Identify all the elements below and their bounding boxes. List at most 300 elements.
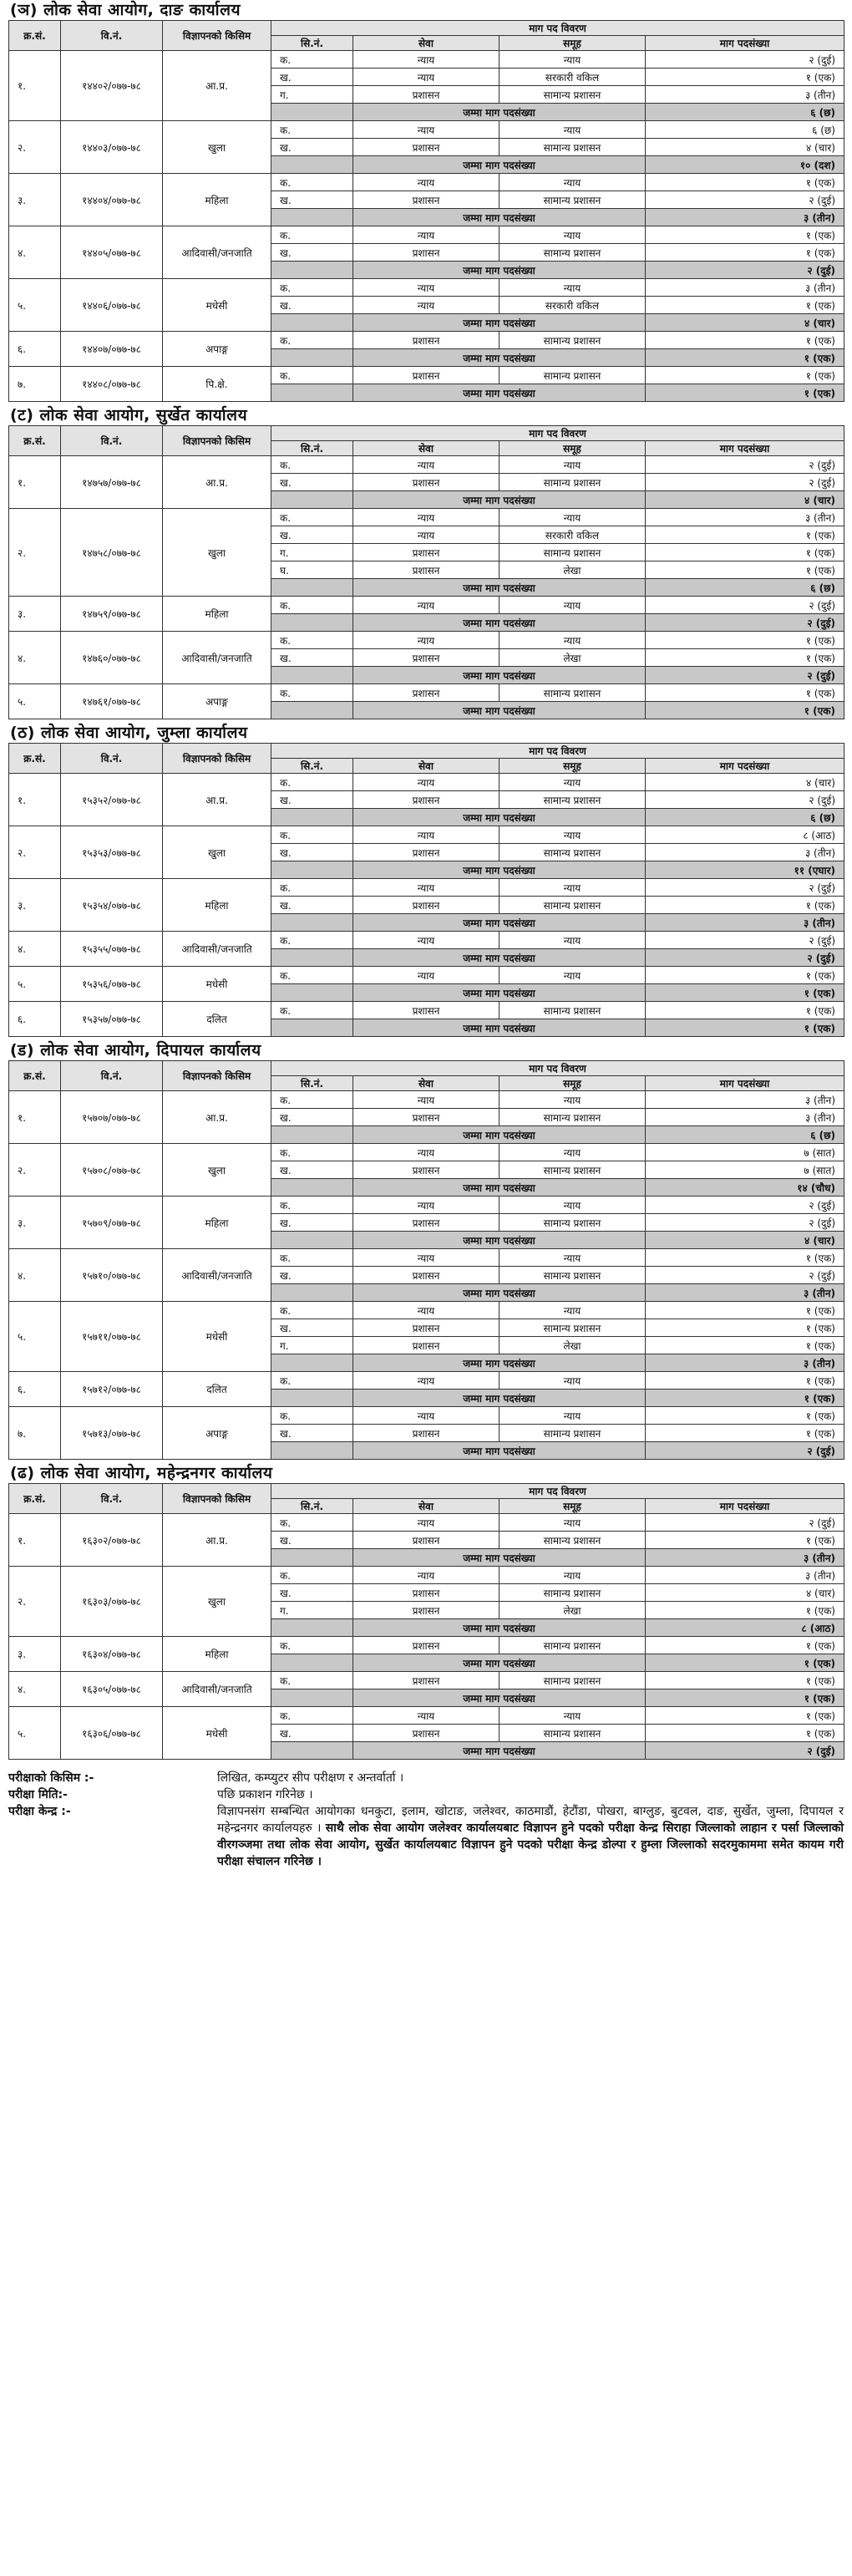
advertisement-number: १४७५९/०७७-७८ bbox=[61, 597, 163, 632]
advertisement-type: आदिवासी/जनजाति bbox=[163, 226, 271, 279]
item-count: ४ (चार) bbox=[646, 774, 844, 791]
item-serial: क. bbox=[271, 632, 353, 649]
header-group: समूह bbox=[500, 36, 646, 51]
item-service: न्याय bbox=[353, 456, 500, 474]
row-serial-number: ५. bbox=[9, 1707, 61, 1760]
item-group: सरकारी वकिल bbox=[500, 297, 646, 314]
item-serial: क. bbox=[271, 1707, 353, 1725]
item-serial: क. bbox=[271, 367, 353, 384]
total-blank bbox=[271, 1689, 353, 1707]
row-serial-number: २. bbox=[9, 1144, 61, 1197]
total-value: ६ (छ) bbox=[646, 809, 844, 826]
total-value: ३ (तीन) bbox=[646, 914, 844, 932]
header-row bbox=[9, 426, 844, 441]
item-service: प्रशासन bbox=[353, 474, 500, 491]
exam-center-value bbox=[217, 1803, 844, 1870]
item-count: २ (दुई) bbox=[646, 791, 844, 809]
item-group: न्याय bbox=[500, 1091, 646, 1109]
row-serial-number: १. bbox=[9, 51, 61, 121]
table-row bbox=[9, 1144, 844, 1161]
item-count: १ (एक) bbox=[646, 649, 844, 667]
total-label: जम्मा माग पदसंख्या bbox=[353, 156, 646, 174]
item-count: १ (एक) bbox=[646, 544, 844, 561]
item-group: सामान्य प्रशासन bbox=[500, 1161, 646, 1179]
section-title: (ड) लोक सेवा आयोग, दिपायल कार्यालय bbox=[10, 1041, 261, 1059]
item-group: सामान्य प्रशासन bbox=[500, 1725, 646, 1742]
item-serial: क. bbox=[271, 684, 353, 702]
item-service: प्रशासन bbox=[353, 1425, 500, 1442]
item-group: सामान्य प्रशासन bbox=[500, 1584, 646, 1602]
item-count: १ (एक) bbox=[646, 1725, 844, 1742]
advertisement-type: खुला bbox=[163, 1567, 271, 1637]
item-service: प्रशासन bbox=[353, 1214, 500, 1232]
item-count: २ (दुई) bbox=[646, 1214, 844, 1232]
item-serial: ख. bbox=[271, 897, 353, 914]
item-serial: क. bbox=[271, 1637, 353, 1654]
row-serial-number: ३. bbox=[9, 879, 61, 932]
total-blank bbox=[271, 809, 353, 826]
row-serial-number: १. bbox=[9, 1514, 61, 1567]
section-title: (ठ) लोक सेवा आयोग, जुम्ला कार्यालय bbox=[10, 724, 248, 742]
table-row bbox=[9, 1372, 844, 1390]
vacancy-table bbox=[8, 1483, 844, 1760]
total-blank bbox=[271, 1390, 353, 1407]
item-count: १ (एक) bbox=[646, 226, 844, 244]
table-row bbox=[9, 456, 844, 474]
item-service: प्रशासन bbox=[353, 1637, 500, 1654]
item-count: १ (एक) bbox=[646, 174, 844, 191]
header-adv-type: विज्ञापनको किसिम bbox=[163, 744, 271, 774]
item-group: सामान्य प्रशासन bbox=[500, 1109, 646, 1126]
advertisement-type: महिला bbox=[163, 1197, 271, 1249]
header-count: माग पदसंख्या bbox=[646, 759, 844, 774]
advertisement-number: १५३५६/०७७-७८ bbox=[61, 967, 163, 1002]
total-value: १० (दश) bbox=[646, 156, 844, 174]
total-label: जम्मा माग पदसंख्या bbox=[353, 1689, 646, 1707]
total-value: २ (दुई) bbox=[646, 949, 844, 967]
exam-info-footer bbox=[8, 1770, 844, 1870]
total-blank bbox=[271, 1619, 353, 1637]
item-count: २ (दुई) bbox=[646, 456, 844, 474]
item-service: न्याय bbox=[353, 1302, 500, 1319]
header-group: समूह bbox=[500, 759, 646, 774]
header-count: माग पदसंख्या bbox=[646, 441, 844, 456]
item-count: १ (एक) bbox=[646, 1302, 844, 1319]
row-serial-number: १. bbox=[9, 456, 61, 509]
total-value: १ (एक) bbox=[646, 1390, 844, 1407]
advertisement-type: आ.प्र. bbox=[163, 1091, 271, 1144]
header-service: सेवा bbox=[353, 441, 500, 456]
item-group: न्याय bbox=[500, 632, 646, 649]
advertisement-type: आदिवासी/जनजाति bbox=[163, 1249, 271, 1302]
exam-date-row bbox=[8, 1786, 844, 1803]
advertisement-type: अपाङ्ग bbox=[163, 1407, 271, 1460]
item-count: १ (एक) bbox=[646, 1249, 844, 1267]
total-label: जम्मा माग पदसंख्या bbox=[353, 104, 646, 121]
row-serial-number: ७. bbox=[9, 367, 61, 402]
total-label: जम्मा माग पदसंख्या bbox=[353, 949, 646, 967]
advertisement-type: दलित bbox=[163, 1002, 271, 1037]
total-blank bbox=[271, 1284, 353, 1302]
item-service: प्रशासन bbox=[353, 791, 500, 809]
item-group: न्याय bbox=[500, 932, 646, 949]
item-group: सामान्य प्रशासन bbox=[500, 1214, 646, 1232]
item-group: न्याय bbox=[500, 51, 646, 69]
total-value: २ (दुई) bbox=[646, 1442, 844, 1460]
item-service: न्याय bbox=[353, 932, 500, 949]
total-blank bbox=[271, 349, 353, 367]
total-blank bbox=[271, 1126, 353, 1144]
advertisement-number: १५७०७/०७७-७८ bbox=[61, 1091, 163, 1144]
item-group: सामान्य प्रशासन bbox=[500, 1637, 646, 1654]
item-group: न्याय bbox=[500, 456, 646, 474]
header-row bbox=[9, 1484, 844, 1499]
total-value: ६ (छ) bbox=[646, 1126, 844, 1144]
item-service: प्रशासन bbox=[353, 1267, 500, 1284]
item-group: सरकारी वकिल bbox=[500, 69, 646, 86]
header-adv-type: विज्ञापनको किसिम bbox=[163, 1484, 271, 1514]
header-group: समूह bbox=[500, 1076, 646, 1091]
item-service: न्याय bbox=[353, 226, 500, 244]
item-service: प्रशासन bbox=[353, 1337, 500, 1354]
total-label: जम्मा माग पदसंख्या bbox=[353, 384, 646, 402]
header-sub-sn: सि.नं. bbox=[271, 1076, 353, 1091]
item-count: १ (एक) bbox=[646, 684, 844, 702]
exam-date-value: पछि प्रकाशन गरिनेछ । bbox=[217, 1788, 313, 1801]
item-serial: ख. bbox=[271, 139, 353, 156]
item-service: प्रशासन bbox=[353, 1319, 500, 1337]
item-serial: क. bbox=[271, 456, 353, 474]
item-count: २ (दुई) bbox=[646, 1267, 844, 1284]
header-adv-no: वि.नं. bbox=[61, 21, 163, 51]
item-service: प्रशासन bbox=[353, 544, 500, 561]
item-count: ७ (सात) bbox=[646, 1144, 844, 1161]
total-value: ३ (तीन) bbox=[646, 1354, 844, 1372]
item-service: न्याय bbox=[353, 1091, 500, 1109]
total-label: जम्मा माग पदसंख्या bbox=[353, 984, 646, 1002]
item-group: सामान्य प्रशासन bbox=[500, 474, 646, 491]
item-count: १ (एक) bbox=[646, 244, 844, 262]
table-row bbox=[9, 367, 844, 384]
row-serial-number: ६. bbox=[9, 1002, 61, 1037]
item-group: सामान्य प्रशासन bbox=[500, 684, 646, 702]
table-row bbox=[9, 51, 844, 69]
advertisement-type: आदिवासी/जनजाति bbox=[163, 632, 271, 684]
item-serial: ग. bbox=[271, 86, 353, 104]
item-serial: ख. bbox=[271, 1725, 353, 1742]
item-serial: ख. bbox=[271, 844, 353, 861]
total-label: जम्मा माग पदसंख्या bbox=[353, 914, 646, 932]
item-count: १ (एक) bbox=[646, 897, 844, 914]
item-service: प्रशासन bbox=[353, 684, 500, 702]
advertisement-number: १४४०६/०७७-७८ bbox=[61, 279, 163, 332]
header-group: समूह bbox=[500, 441, 646, 456]
header-sn: क्र.सं. bbox=[9, 744, 61, 774]
row-serial-number: ७. bbox=[9, 1407, 61, 1460]
item-count: ३ (तीन) bbox=[646, 1109, 844, 1126]
item-count: ४ (चार) bbox=[646, 139, 844, 156]
total-blank bbox=[271, 579, 353, 597]
item-serial: घ. bbox=[271, 561, 353, 579]
row-serial-number: २. bbox=[9, 1567, 61, 1637]
item-serial: ख. bbox=[271, 297, 353, 314]
advertisement-type: खुला bbox=[163, 121, 271, 174]
advertisement-number: १४४०३/०७७-७८ bbox=[61, 121, 163, 174]
item-service: प्रशासन bbox=[353, 1002, 500, 1019]
item-group: न्याय bbox=[500, 1407, 646, 1425]
table-row bbox=[9, 1567, 844, 1584]
header-service: सेवा bbox=[353, 1499, 500, 1514]
advertisement-number: १६३०३/०७७-७८ bbox=[61, 1567, 163, 1637]
item-serial: ख. bbox=[271, 791, 353, 809]
item-serial: क. bbox=[271, 967, 353, 984]
row-serial-number: ४. bbox=[9, 1672, 61, 1707]
row-serial-number: ५. bbox=[9, 967, 61, 1002]
advertisement-type: खुला bbox=[163, 509, 271, 597]
row-serial-number: ४. bbox=[9, 632, 61, 684]
header-count: माग पदसंख्या bbox=[646, 1076, 844, 1091]
row-serial-number: ६. bbox=[9, 1372, 61, 1407]
advertisement-type: पि.क्षे. bbox=[163, 367, 271, 402]
item-count: १ (एक) bbox=[646, 1319, 844, 1337]
item-service: न्याय bbox=[353, 1707, 500, 1725]
total-label: जम्मा माग पदसंख्या bbox=[353, 1549, 646, 1567]
advertisement-type: अपाङ्ग bbox=[163, 684, 271, 719]
total-label: जम्मा माग पदसंख्या bbox=[353, 1390, 646, 1407]
header-detail: माग पद विवरण bbox=[271, 426, 844, 441]
item-serial: क. bbox=[271, 1567, 353, 1584]
advertisement-number: १५७१०/०७७-७८ bbox=[61, 1249, 163, 1302]
table-row bbox=[9, 1637, 844, 1654]
header-count: माग पदसंख्या bbox=[646, 36, 844, 51]
exam-date-label: परीक्षा मिति:- bbox=[8, 1788, 68, 1801]
row-serial-number: ४. bbox=[9, 932, 61, 967]
advertisement-type: खुला bbox=[163, 826, 271, 879]
advertisement-type: दलित bbox=[163, 1372, 271, 1407]
item-count: ३ (तीन) bbox=[646, 1567, 844, 1584]
advertisement-number: १४४०५/०७७-७८ bbox=[61, 226, 163, 279]
item-serial: ग. bbox=[271, 1337, 353, 1354]
total-blank bbox=[271, 702, 353, 719]
table-row bbox=[9, 632, 844, 649]
header-sn: क्र.सं. bbox=[9, 1484, 61, 1514]
item-count: ३ (तीन) bbox=[646, 86, 844, 104]
advertisement-number: १४४०४/०७७-७८ bbox=[61, 174, 163, 226]
item-service: प्रशासन bbox=[353, 897, 500, 914]
item-serial: क. bbox=[271, 879, 353, 897]
item-serial: ख. bbox=[271, 1425, 353, 1442]
section-title: (ञ) लोक सेवा आयोग, दाङ कार्यालय bbox=[10, 1, 241, 19]
vacancy-table bbox=[8, 743, 844, 1037]
total-label: जम्मा माग पदसंख्या bbox=[353, 349, 646, 367]
item-serial: ख. bbox=[271, 244, 353, 262]
item-service: न्याय bbox=[353, 967, 500, 984]
table-row bbox=[9, 1197, 844, 1214]
row-serial-number: ४. bbox=[9, 1249, 61, 1302]
document-page bbox=[8, 0, 844, 1870]
item-service: न्याय bbox=[353, 297, 500, 314]
item-service: प्रशासन bbox=[353, 86, 500, 104]
item-service: प्रशासन bbox=[353, 1532, 500, 1549]
item-count: २ (दुई) bbox=[646, 879, 844, 897]
item-serial: क. bbox=[271, 121, 353, 139]
header-sn: क्र.सं. bbox=[9, 426, 61, 456]
item-group: लेखा bbox=[500, 561, 646, 579]
item-group: सामान्य प्रशासन bbox=[500, 139, 646, 156]
item-group: न्याय bbox=[500, 1144, 646, 1161]
item-group: न्याय bbox=[500, 597, 646, 614]
advertisement-number: १६३०५/०७७-७८ bbox=[61, 1672, 163, 1707]
item-group: सामान्य प्रशासन bbox=[500, 1425, 646, 1442]
item-service: न्याय bbox=[353, 1567, 500, 1584]
header-row bbox=[9, 1061, 844, 1076]
item-group: न्याय bbox=[500, 121, 646, 139]
total-value: २ (दुई) bbox=[646, 667, 844, 684]
table-row bbox=[9, 121, 844, 139]
header-detail: माग पद विवरण bbox=[271, 1061, 844, 1076]
total-blank bbox=[271, 1019, 353, 1037]
row-serial-number: ४. bbox=[9, 226, 61, 279]
item-count: ६ (छ) bbox=[646, 121, 844, 139]
table-row bbox=[9, 332, 844, 349]
advertisement-type: आ.प्र. bbox=[163, 51, 271, 121]
table-row bbox=[9, 597, 844, 614]
advertisement-number: १५७०९/०७७-७८ bbox=[61, 1197, 163, 1249]
item-service: न्याय bbox=[353, 879, 500, 897]
table-row bbox=[9, 1249, 844, 1267]
item-service: प्रशासन bbox=[353, 1602, 500, 1619]
item-serial: ख. bbox=[271, 69, 353, 86]
header-sub-sn: सि.नं. bbox=[271, 1499, 353, 1514]
item-service: न्याय bbox=[353, 1407, 500, 1425]
item-group: लेखा bbox=[500, 649, 646, 667]
item-count: १ (एक) bbox=[646, 526, 844, 544]
exam-type-value: लिखित, कम्प्युटर सीप परीक्षण र अन्तर्वार्ता । bbox=[217, 1771, 404, 1785]
item-count: २ (दुई) bbox=[646, 1514, 844, 1532]
header-group: समूह bbox=[500, 1499, 646, 1514]
exam-type-row bbox=[8, 1770, 844, 1786]
advertisement-number: १४७६१/०७७-७८ bbox=[61, 684, 163, 719]
row-serial-number: १. bbox=[9, 1091, 61, 1144]
advertisement-number: १६३०४/०७७-७८ bbox=[61, 1637, 163, 1672]
item-count: १ (एक) bbox=[646, 1372, 844, 1390]
item-group: न्याय bbox=[500, 509, 646, 526]
item-serial: क. bbox=[271, 1372, 353, 1390]
section-title: (ट) लोक सेवा आयोग, सुर्खेत कार्यालय bbox=[10, 406, 248, 424]
total-value: ८ (आठ) bbox=[646, 1619, 844, 1637]
total-value: २ (दुई) bbox=[646, 614, 844, 632]
table-row bbox=[9, 226, 844, 244]
item-count: ३ (तीन) bbox=[646, 1091, 844, 1109]
item-serial: क. bbox=[271, 332, 353, 349]
vacancy-table bbox=[8, 425, 844, 719]
vacancy-table bbox=[8, 1060, 844, 1460]
total-label: जम्मा माग पदसंख्या bbox=[353, 262, 646, 279]
total-blank bbox=[271, 314, 353, 332]
total-blank bbox=[271, 1654, 353, 1672]
item-serial: क. bbox=[271, 174, 353, 191]
item-count: ८ (आठ) bbox=[646, 826, 844, 844]
total-label: जम्मा माग पदसंख्या bbox=[353, 1126, 646, 1144]
item-service: प्रशासन bbox=[353, 332, 500, 349]
total-value: २ (दुई) bbox=[646, 262, 844, 279]
table-row bbox=[9, 279, 844, 297]
item-count: १ (एक) bbox=[646, 1637, 844, 1654]
item-group: सामान्य प्रशासन bbox=[500, 791, 646, 809]
total-blank bbox=[271, 262, 353, 279]
item-service: न्याय bbox=[353, 826, 500, 844]
row-serial-number: ३. bbox=[9, 597, 61, 632]
header-adv-no: वि.नं. bbox=[61, 426, 163, 456]
total-label: जम्मा माग पदसंख्या bbox=[353, 1442, 646, 1460]
advertisement-type: मधेसी bbox=[163, 967, 271, 1002]
header-count: माग पदसंख्या bbox=[646, 1499, 844, 1514]
advertisement-type: महिला bbox=[163, 174, 271, 226]
row-serial-number: २. bbox=[9, 121, 61, 174]
total-blank bbox=[271, 1232, 353, 1249]
table-row bbox=[9, 1091, 844, 1109]
total-value: १ (एक) bbox=[646, 384, 844, 402]
item-group: सामान्य प्रशासन bbox=[500, 332, 646, 349]
item-count: २ (दुई) bbox=[646, 191, 844, 209]
advertisement-number: १५३५५/०७७-७८ bbox=[61, 932, 163, 967]
advertisement-number: १५३५२/०७७-७८ bbox=[61, 774, 163, 826]
advertisement-type: आ.प्र. bbox=[163, 774, 271, 826]
exam-center-note: साथै लोक सेवा आयोग जलेश्वर कार्यालयबाट विज्ञापन हुने पदको परीक्षा केन्द्र सिराहा जिल्लाको लाहान र पर्सा जिल्लाको वीरगञ्जमा तथा लोक सेवा आयोग, सुर्खेत कार्यालयबाट विज्ञापन हुने पदको परीक्षा केन्द्र डोल्पा र हुम्ला जिल्लाको सदरमुकाममा समेत कायम गरी परीक्षा संचालन गरिनेछ । bbox=[217, 1821, 844, 1868]
total-label: जम्मा माग पदसंख्या bbox=[353, 1232, 646, 1249]
item-count: १ (एक) bbox=[646, 1425, 844, 1442]
total-blank bbox=[271, 104, 353, 121]
item-service: न्याय bbox=[353, 597, 500, 614]
total-value: १४ (चौध) bbox=[646, 1179, 844, 1197]
total-value: १ (एक) bbox=[646, 984, 844, 1002]
advertisement-type: खुला bbox=[163, 1144, 271, 1197]
row-serial-number: ५. bbox=[9, 684, 61, 719]
item-serial: ख. bbox=[271, 1109, 353, 1126]
item-serial: क. bbox=[271, 1249, 353, 1267]
table-row bbox=[9, 509, 844, 526]
advertisement-type: महिला bbox=[163, 597, 271, 632]
table-row bbox=[9, 174, 844, 191]
item-service: न्याय bbox=[353, 1372, 500, 1390]
item-count: १ (एक) bbox=[646, 632, 844, 649]
item-service: प्रशासन bbox=[353, 1672, 500, 1689]
item-service: न्याय bbox=[353, 121, 500, 139]
advertisement-number: १५७०८/०७७-७८ bbox=[61, 1144, 163, 1197]
item-service: न्याय bbox=[353, 1144, 500, 1161]
advertisement-type: महिला bbox=[163, 1637, 271, 1672]
total-value: १ (एक) bbox=[646, 702, 844, 719]
total-value: ४ (चार) bbox=[646, 314, 844, 332]
total-label: जम्मा माग पदसंख्या bbox=[353, 861, 646, 879]
table-row bbox=[9, 1672, 844, 1689]
advertisement-number: १५७११/०७७-७८ bbox=[61, 1302, 163, 1372]
item-serial: ख. bbox=[271, 1267, 353, 1284]
item-serial: क. bbox=[271, 226, 353, 244]
item-serial: क. bbox=[271, 1514, 353, 1532]
item-group: सामान्य प्रशासन bbox=[500, 897, 646, 914]
item-count: २ (दुई) bbox=[646, 1197, 844, 1214]
advertisement-number: १६३०६/०७७-७८ bbox=[61, 1707, 163, 1760]
item-group: सामान्य प्रशासन bbox=[500, 1267, 646, 1284]
table-row bbox=[9, 932, 844, 949]
row-serial-number: ६. bbox=[9, 332, 61, 367]
total-blank bbox=[271, 1442, 353, 1460]
table-row bbox=[9, 774, 844, 791]
row-serial-number: ३. bbox=[9, 174, 61, 226]
item-serial: ख. bbox=[271, 474, 353, 491]
item-group: सामान्य प्रशासन bbox=[500, 1672, 646, 1689]
